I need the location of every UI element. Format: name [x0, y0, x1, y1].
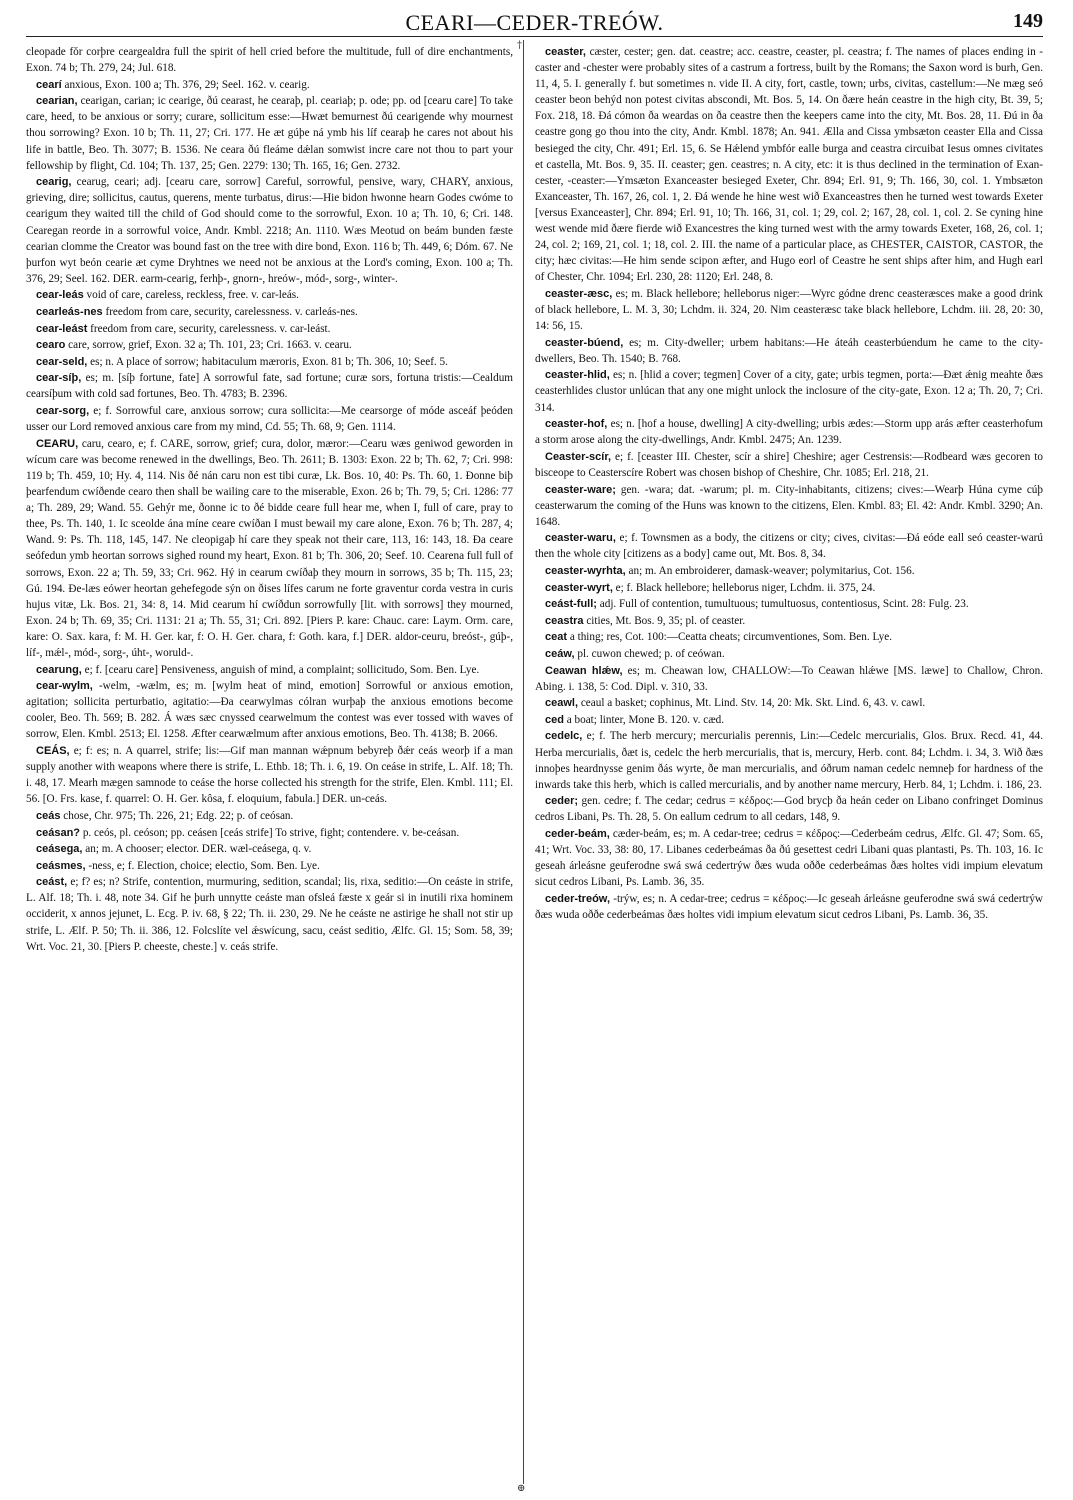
entry-text: e; f: es; n. A quarrel, strife; lis:—Gif man mannan wǽpnum bebyreþ ðǽr ceás weorþ if a man supply another with weapons where there is strife, L. Ethb. 18; Th. i. 6, 19. On ceáse in strife, L. Alf. 18; Th. i. 48, 17. Mearh mægen samnode to ceáse the horse collected his strength for the strife, Elen. Kmbl. 111; El. 56. [O. Frs. kase, f. quarrel: O. H. Ger. kôsa, f. eloquium, fabula.] DER. un-ceás. [26, 745, 513, 806]
dictionary-entry [535, 449, 1043, 481]
dictionary-entry [26, 662, 513, 678]
dictionary-entry [26, 93, 513, 173]
entry-text: gen. cedre; f. The cedar; cedrus = κέδρος:—God brycþ ða heán ceder on Libano confringet Dominus cedros Libani, Ps. Th. 28, 5. On eallum cedrum to all cedars, 148, 9. [535, 795, 1043, 824]
dictionary-entry [26, 403, 513, 435]
entry-text: e; f. The herb mercury; mercurialis perennis, Lin:—Cedelc mercurialis, Glos. Brux. Recd. 41, 44. Herba mercurialis, ðæt is, cedelc the herb mercurialis, that is, mercury, Herb. cont. 84; Lchdm. i. 34, 3. Wið ðæs innoþes heardnysse genim ðás wyrte, ðe man mercurialis, and óðrum naman cedelc nemneþ for hardness of the inwards take this herb, which is called mercurialis, and by another name mercury, Herb. 84, 1; Lchdm. i. 186, 23. [535, 730, 1043, 791]
entry-headword: cearig, [36, 176, 72, 189]
entry-headword: ceder-treów, [545, 892, 611, 905]
entry-headword: cearo [36, 339, 66, 352]
entry-headword: ceásega, [36, 843, 83, 856]
dictionary-entry [26, 337, 513, 353]
entry-text: an; m. A chooser; elector. DER. wæl-ceásega, q. v. [85, 843, 312, 856]
entry-text: -trýw, es; n. A cedar-tree; cedrus = κέδρος:—Ic geseah árleásne geuferodne swá swá cedertrýw ðæs wuda oððe cederbeámas ðæs holtes vidi impium elevatum sicut cedros Libani, Ps. Lamb. 36, 35. [535, 892, 1043, 921]
dictionary-entry [535, 367, 1043, 415]
entry-headword: ceaster-æsc, [545, 287, 613, 300]
entry-headword: ced [545, 713, 564, 726]
entry-headword: ceat [545, 631, 568, 644]
entry-text: cleopade fŏr corþre ceargealdra full the spirit of hell cried before the multitude, full of dire enchantments, Exon. 74 b; Th. 279, 24; Jul. 618. [26, 46, 513, 75]
entry-text: a boat; linter, Mone B. 120. v. cæd. [566, 713, 725, 726]
entry-text: freedom from care, security, carelessness. v. car-leást. [90, 322, 331, 335]
dictionary-entry [535, 695, 1043, 711]
dictionary-entry [26, 44, 513, 76]
entry-headword: ceaster-waru, [545, 532, 616, 545]
entry-headword: ceastra [545, 614, 584, 627]
entry-headword: ceást-full; [545, 598, 597, 611]
entry-headword: ceásan? [36, 826, 81, 839]
dictionary-entry [535, 44, 1043, 285]
dictionary-entry [26, 825, 513, 841]
entry-headword: cearí [36, 78, 62, 91]
entry-headword: cearian, [36, 95, 78, 108]
page-header [26, 4, 1043, 38]
dictionary-entry [535, 416, 1043, 448]
entry-headword: ceaster-wyrhta, [545, 565, 626, 577]
dictionary-entry [535, 826, 1043, 890]
entry-text: p. ceós, pl. ceóson; pp. ceásen [ceás strife] To strive, fight; contendere. v. be-ceásan. [82, 826, 460, 839]
dictionary-entry [535, 286, 1043, 334]
entry-headword: ceaster-wyrt, [545, 581, 613, 594]
entry-text: es; n. [hof a house, dwelling] A city-dwelling; urbis ædes:—Storm upp arás æfter ceasterhofum a storm arose along the city-dwellings, Andr. Kmbl. 2475; An. 1239. [535, 418, 1043, 447]
entry-headword: CEARU, [36, 437, 79, 450]
entry-text: es; n. [hlid a cover; tegmen] Cover of a city, gate; urbis tegmen, porta:—Ðæt ǽnig meahte ðæs ceasterhlides clustor unlúcan that any one might unlock the inclosure of the city-gate, Exon. 12 a; Th. 20, 7; Cri. 314. [535, 369, 1043, 414]
entry-text: an; m. An embroiderer, damask-weaver; polymitarius, Cot. 156. [628, 565, 915, 577]
entry-text: adj. Full of contention, tumultuous; tumultuosus, contentiosus, Scint. 28: Fulg. 23. [599, 598, 969, 611]
entry-text: e; f. [ceaster III. Chester, scír a shire] Cheshire; ager Cestrensis:—Rodbeard wæs gecoren to bisceope to Ceasterscíre Robert was chosen bishop of Cheshire, Chr. 1085; Erl. 218, 21. [535, 450, 1043, 479]
entry-text: es; m. [síþ fortune, fate] A sorrowful fate, sad fortune; curæ sors, fortuna tristis:—Cealdum cearsíþum with cold sad fortunes, Beo. Th. 4783; B. 2396. [26, 372, 513, 401]
entry-headword: ceásmes, [36, 859, 86, 872]
header-rule [26, 36, 1043, 37]
entry-text: es; m. Cheawan low, CHALLOW:—To Ceawan hlǽwe [MS. læwe] to Challow, Chron. Abing. i. 138, 5: Cod. Dipl. v. 310, 33. [535, 664, 1043, 693]
entry-text: e; f. [cearu care] Pensiveness, anguish of mind, a complaint; sollicitudo, Som. Ben. Lye. [84, 663, 480, 676]
dictionary-entry [26, 287, 513, 303]
dictionary-entry [26, 436, 513, 661]
right-column [535, 44, 1043, 1484]
dictionary-entry [535, 891, 1043, 923]
dictionary-entry [26, 678, 513, 742]
entry-headword: ceaster-hof, [545, 418, 608, 431]
entry-text: anxious, Exon. 100 a; Th. 376, 29; Seel. 162. v. cearig. [64, 78, 310, 91]
dictionary-entry [535, 563, 1043, 579]
entry-text: freedom from care, security, carelessness. v. carleás-nes. [105, 306, 358, 318]
bottom-ornament-icon: ⊕ [517, 1483, 526, 1494]
dictionary-entry [535, 793, 1043, 825]
dictionary-entry [535, 482, 1043, 530]
dictionary-entry [26, 77, 513, 93]
left-column [26, 44, 513, 1484]
entry-text: e; f. Black hellebore; helleborus niger, Lchdm. ii. 375, 24. [615, 581, 876, 594]
dictionary-entry [26, 841, 513, 857]
entry-headword: cear-leás [36, 289, 84, 302]
dictionary-entry [26, 858, 513, 874]
entry-headword: ceaster-búend, [545, 336, 624, 349]
entry-text: es; m. Black hellebore; helleborus niger:—Wyrc gódne drenc ceasteræsces make a good drink of black hellebore, L. M. 3, 30; Lchdm. ii. 324, 20. Nim ceasteræsc take black hellebore, Lchdm. iii. 28, 20: 30, 14: 56, 15. [535, 287, 1043, 333]
entry-text: cities, Mt. Bos. 9, 35; pl. of ceaster. [586, 614, 746, 627]
dictionary-entry [26, 370, 513, 402]
entry-headword: ceder-beám, [545, 828, 610, 840]
entry-headword: cear-leást [36, 322, 88, 335]
entry-headword: ceás [36, 809, 61, 822]
entry-headword: ceáw, [545, 647, 575, 660]
entry-text: caru, cearo, e; f. CARE, sorrow, grief; cura, dolor, mæror:—Cearu wæs geniwod geworden in wícum care was become renewed in the dwellings, Beo. Th. 2611; B. 1303: Exon. 22 b; Th. 62, 7; Cri. 998: 119 b; Th. 459, 10; Hy. 4, 114. Nis ðé nán caru non est tibi curæ, Lk. Bos. 10, 40: Ps. Th. 60, 1. Ðonne biþ þearfendum cwíðende cearo then shall be wailing care to the miserable, Exon. 26 b; Th. 79, 5; Cri. 1286: 77 a; Th. 289, 29; Wand. 55. Gehýr me, ðonne ic to ðé bidde ceare full hear me, when I, full of care, pray to thee, Ps. Th. 140, 1. Ic sceolde ána míne ceare cwíðan I must bewail my care alone, Exon. 76 b; Th. 287, 4; Wand. 9: Ps. Th. 118, 145, 147. Ne cleopigaþ hí care they speak not their care, 113, 16: 143, 18. Ða ceare seófedun ymb heortan sorrows sighed round my heart, Exon. 81 b; Th. 306, 20; Seef. 10. Cearena full full of sorrows, Exon. 22 a; Th. 59, 33; Cri. 962. Hý in cearum cwíðaþ they mourn in sorrows, 35 b; Th. 115, 23; Gú. 194. Ðe-læs eówer heortan gehefegode sýn on ðises lífes carum ne forte graventur corda vestra in curis hujus vitæ, Lk. Bos. 21, 34: 8, 14. Mid cearum hí cwíðdun sorrowfully [lit. with sorrows] they mourned, Exon. 24 b; Th. 69, 35; Cri. 1131: 21 a; Th. 55, 31; Cri. 892. [Piers P. kare: Chauc. care: Laym. Orm. care, kare: O. Sax. kara, f: M. H. Ger. kar, f: O. H. Ger. chara, f: Goth. kara, f.] DER. aldor-ceuru, breóst-, gúþ-, líf-, mǽl-, mód-, sorg-, úht-, woruld-. [26, 437, 513, 659]
entry-headword: cear-wylm, [36, 680, 93, 693]
dictionary-entry [535, 613, 1043, 629]
page-number: 149 [1013, 10, 1043, 32]
entry-text: -welm, -wælm, es; m. [wylm heat of mind, emotion] Sorrowful or anxious emotion, agitation; sollicita perturbatio, agitatio:—Ða cearwylmas cólran wurþaþ the anxious emotions become cooler, Beo. Th. 569; B. 282. Á wæs sæc cnyssed cearwelmum the contest was ever tossed with waves of sorrow, Elen. Kmbl. 2513; El. 1258. Æfter cearwælmum after anxious emotions, Beo. Th. 4138; B. 2066. [26, 680, 513, 741]
entry-headword: ceawl, [545, 697, 579, 710]
dictionary-entry [26, 354, 513, 370]
dictionary-entry [535, 646, 1043, 662]
entry-headword: ceaster-ware; [545, 483, 616, 496]
dictionary-entry [26, 874, 513, 954]
entry-text: chose, Chr. 975; Th. 226, 21; Edg. 22; p. of ceósan. [63, 809, 294, 822]
entry-text: gen. -wara; dat. -warum; pl. m. City-inhabitants, citizens; cives:—Wearþ Húna cyme cúþ ceasterwarum the coming of the Huns was known to the citizens, Elen. Kmbl. 83; El. 42: Andr. Kmbl. 3290; An. 1648. [535, 483, 1043, 528]
entry-text: e; f? es; n? Strife, contention, murmuring, sedition, scandal; lis, rixa, seditio:—On ceáste in strife, L. Alf. 18; Th. i. 48, note 34. Gif he þurh unnytte ceáste man ofsleá fæste x geár si in inutili rixa hominem occiderit, x annos jejunet, L. Ecg. P. iv. 68, § 22; Th. ii. 230, 29. Ne he ceáste ne astirige he shall not stir up strife, L. Ælf. P. 50; Th. ii. 386, 12. Folcslíte vel ǽswícung, sacu, ceást seditio, Ælfc. Gl. 15; Som. 58, 39; Wrt. Voc. 21, 30. [Piers P. cheeste, cheste.] v. ceás strife. [26, 876, 513, 953]
dictionary-entry [535, 712, 1043, 728]
entry-headword: ceaster-hlid, [545, 369, 610, 382]
dictionary-entry [26, 321, 513, 337]
entry-headword: Ceaster-scír, [545, 450, 612, 463]
entry-text: void of care, careless, reckless, free. v. car-leás. [86, 289, 299, 302]
entry-headword: cearleás-nes [36, 306, 103, 318]
entry-text: es; n. A place of sorrow; habitaculum mæroris, Exon. 81 b; Th. 306, 10; Seef. 5. [90, 355, 448, 368]
entry-text: cæster, cester; gen. dat. ceastre; acc. ceastre, ceaster, pl. ceastra; f. The names of places ending in -caster and -chester were probably sites of a castrum a fortress, built by the Romans; the Saxon word is burh, Gen. 11, 4, 5. I. generally f. but sometimes n. vide II. A city, fort, castle, town; urbs, civitas, castellum:—Ne mæg seó ceaster beon behýd non potest civitas abscondi, Mt. Bos. 5, 14. On ðære heán ceastre in the high city, Bt. 39, 5; Fox. 218, 18. Ðá cómon ða weardas on ða ceastre then the keepers came into the city, Mt. Bos. 28, 11. Ðú in ða ceastre gong go thou into the city, Andr. Kmbl. 1878; An. 941. Ælla and Cissa ymbsæton ceaster Ella and Cissa besieged the city, Chr. 491; Erl. 15, 6. Se Hǽlend ymbfór ealle burga and ceastra circuibat Iesus omnes civitates et castella, Mt. Bos. 9, 35. II. ceaster; gen. ceastres; n. A city, etc: it is thus declined in the termination of Exan-cester, -ceaster:—Ymsæton Exanceaster besieged Exeter, Chr. 894; Erl. 91, 9; Th. 166, 30, col. 1. Ymbsæton Exanceaster, Th. 167, 26, col. 1, 2. Ðá wende he hine west wið Exanceastres then he turned west towards Exeter [versus Exanceaster], Chr. 894; Erl. 91, 10; Th. 166, 31, col. 1; 29, col. 2; 167, 28, col. 1, col. 2. Se cyning hine west wende mid ðære fierde wið Exancestres the king turned west with the army towards Exeter, 168, 26, col. 1; 24, col. 2; 169, 21, col. 1; 18, col. 2. III. the name of a particular place, as CHESTER, CAISTOR, CASTOR, the city; hæc civitas:—He him sende scipon æfter, and Hugo eorl of Ceastre he sent ships after him, and Hugh earl of Chester, Chr. 1094; Erl. 230, 28: 1120; Erl. 248, 8. [535, 46, 1043, 284]
entry-headword: Ceawan hlǽw, [545, 664, 623, 677]
dictionary-entry [535, 530, 1043, 562]
running-head: CEARI—CEDER-TREÓW. [405, 10, 664, 35]
entry-headword: cear-seld, [36, 355, 88, 368]
entry-headword: ceást, [36, 876, 68, 889]
dictionary-entry [26, 808, 513, 824]
column-divider [523, 40, 524, 1484]
dictionary-entry [535, 663, 1043, 695]
dictionary-entry [26, 743, 513, 807]
entry-text: cæder-beám, es; m. A cedar-tree; cedrus = κέδρος:—Cederbeám cedrus, Ælfc. Gl. 47; Som. 65, 41; Wrt. Voc. 33, 38: 80, 17. Libanes cederbeámas ða ðú gesettest cedri Libani quas plantasti, Ps. Th. 103, 16. Ic geseah árleásne geuferodne swá swá cedertrýw ðæs wuda oððe cederbeámas ðæs holtes vidi impium elevatum sicut cedros Libani, Ps. Lamb. 36, 35. [535, 828, 1043, 889]
dictionary-entry [535, 629, 1043, 645]
entry-text: pl. cuwon chewed; p. of ceówan. [577, 647, 725, 660]
entry-text: a thing; res, Cot. 100:—Ceatta cheats; circumventiones, Som. Ben. Lye. [569, 631, 893, 644]
entry-text: cearug, ceari; adj. [cearu care, sorrow] Careful, sorrowful, pensive, wary, CHARY, anxious, grieving, dire; sollicitus, cautus, querens, mente turbatus, dirus:—Hie bidon hwonne hearn Godes cwóme to cearigum they waited till the child of God should come to the sorrowful, Exon. 10 a; Th. 10, 6; Cri. 148. Cearegan reorde in a sorrowful voice, Andr. Kmbl. 2218; An. 1110. Wæs Meotud on beám bunden fæste cearian clomme the Creator was bound fast on the tree with dire bond, Exon. 116 b; Th. 449, 6; Dóm. 67. Ne þurfon wyt beón cearie æt cyme Dryhtnes we need not be anxious at the Lord's coming, Exon. 100 a; Th. 376, 29; Seel. 162. DER. earm-cearig, ferhþ-, gnorn-, hreów-, mód-, sorg-, winter-. [26, 176, 513, 285]
entry-headword: cearung, [36, 663, 82, 676]
entry-headword: CEÁS, [36, 745, 70, 758]
entry-text: care, sorrow, grief, Exon. 32 a; Th. 101, 23; Cri. 1663. v. cearu. [68, 339, 352, 352]
entry-text: e; f. Sorrowful care, anxious sorrow; cura sollicita:—Me cearsorge of móde asceáf þeóden usser our Lord removed anxious care from my mind, Cd. 55; Th. 68, 9; Gen. 1114. [26, 405, 513, 434]
dictionary-entry [26, 174, 513, 287]
entry-text: es; m. City-dweller; urbem habitans:—He áteáh ceasterbúendum he came to the city-dwellers, Beo. Th. 1540; B. 768. [535, 336, 1043, 365]
top-ornament-icon: † [517, 40, 522, 51]
entry-headword: cear-sorg, [36, 405, 90, 418]
dictionary-entry [26, 304, 513, 320]
dictionary-entry [535, 728, 1043, 792]
entry-headword: cear-síþ, [36, 372, 82, 385]
entry-headword: ceder; [545, 795, 579, 808]
dictionary-entry [535, 596, 1043, 612]
dictionary-entry [535, 335, 1043, 367]
dictionary-entry [535, 580, 1043, 596]
entry-headword: cedelc, [545, 730, 583, 743]
entry-text: -ness, e; f. Election, choice; electio, Som. Ben. Lye. [88, 859, 320, 872]
entry-headword: ceaster, [545, 46, 586, 58]
entry-text: e; f. Townsmen as a body, the citizens or city; cives, civitas:—Ðá eóde eall seó ceaster-warú then the whole city [citizens as a body] came out, Mt. Bos. 8, 34. [535, 532, 1043, 561]
entry-text: cearigan, carian; ic cearige, ðú cearast, he cearaþ, pl. ceariaþ; p. ode; pp. od [cearu care] To take care, heed, to be anxious or sorry; curare, sollicitum esse:—Hwæt bemurnest ðú cearigende why mournest thou sorrowing? Exon. 10 b; Th. 11, 27; Cri. 177. He æt gúþe ná ymb his líf cearaþ he cares not about his life in battle, Beo. Th. 3077; B. 1536. Ne ceara ðú fleáme dǽlan somwist incre care not thou to part your fellowship by flight, Cd. 104; Th. 137, 25; Gen. 2279: 130; Th. 165, 16; Gen. 2732. [26, 95, 513, 172]
entry-text: ceaul a basket; cophinus, Mt. Lind. Stv. 14, 20: Mk. Skt. Lind. 6, 43. v. cawl. [580, 697, 926, 710]
